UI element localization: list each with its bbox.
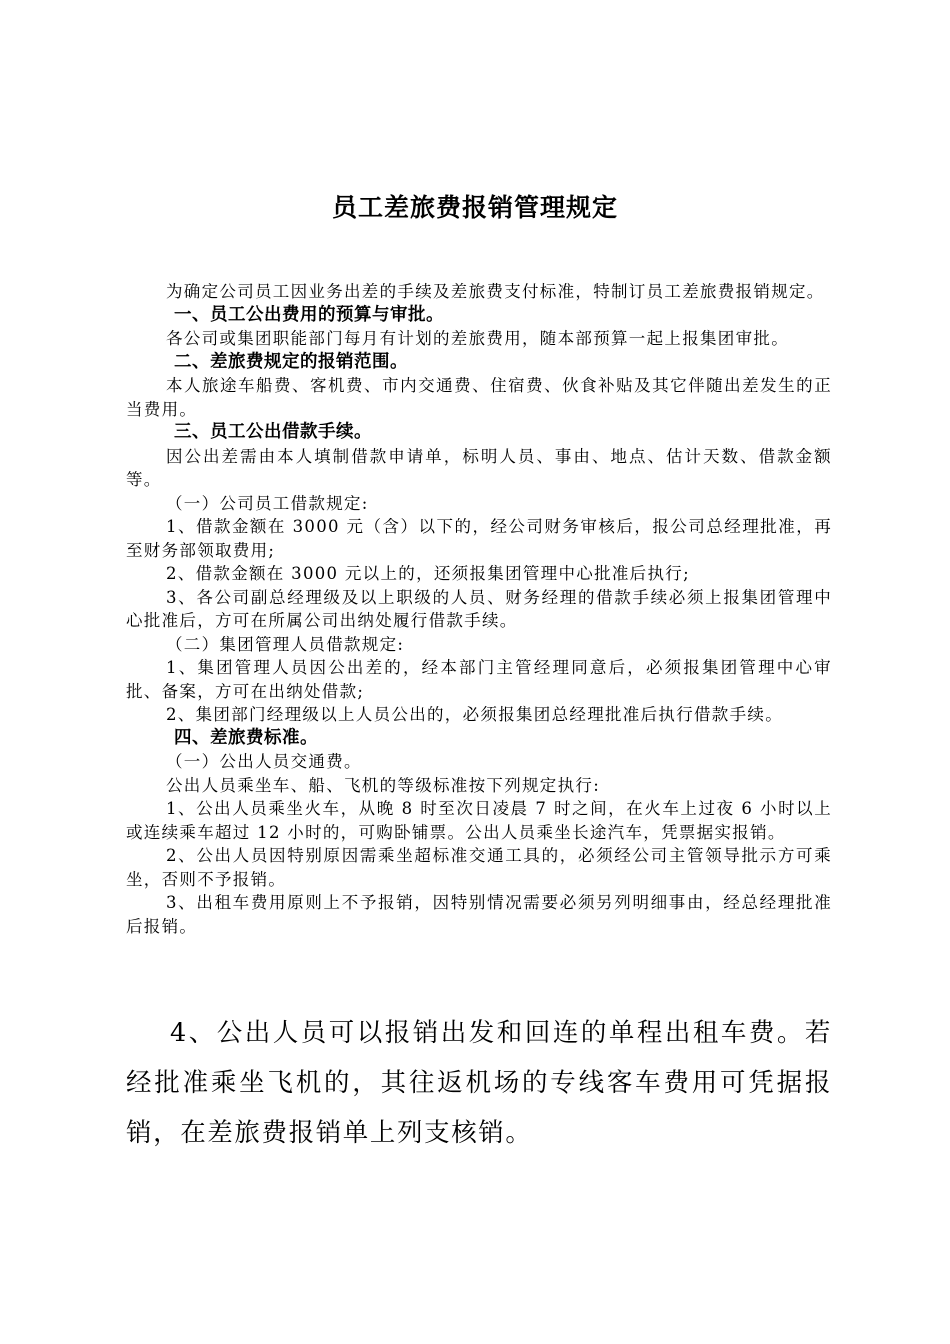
section-3-text: 因公出差需由本人填制借款申请单，标明人员、事由、地点、估计天数、借款金额等。: [126, 446, 832, 489]
intro-paragraph: 为确定公司员工因业务出差的手续及差旅费支付标准，特制订员工差旅费报销规定。: [166, 282, 825, 301]
section-4-heading: 四、差旅费标准。: [174, 727, 318, 748]
section-4-item: 1、公出人员乘坐火车，从晚 8 时至次日凌晨 7 时之间，在火车上过夜 6 小时以上或连续乘车超过 12 小时的，可购卧铺票。公出人员乘坐长途汽车，凭票据实报销。: [126, 799, 832, 842]
section-4-item-4-text: 4、公出人员可以报销出发和回连的单程出租车费。若经批准乘坐飞机的，其往返机场的专线客车费用可凭据报销，在差旅费报销单上列支核销。: [126, 1018, 832, 1148]
section-2-heading: 二、差旅费规定的报销范围。: [174, 351, 408, 372]
section-3-sub2-item: 1、集团管理人员因公出差的，经本部门主管经理同意后，必须报集团管理中心审批、备案，方可在出纳处借款;: [126, 658, 832, 701]
section-3-sub1-item: 1、借款金额在 3000 元（含）以下的，经公司财务审核后，报公司总经理批准，再至财务部领取费用;: [126, 517, 832, 560]
section-3-sub2-item: 2、集团部门经理级以上人员公出的，必须报集团总经理批准后执行借款手续。: [166, 705, 783, 724]
section-3-sub1-label: （一）公司员工借款规定:: [166, 493, 369, 513]
section-4-item-4-large: [126, 1008, 832, 1158]
section-4-intro: 公出人员乘坐车、船、飞机的等级标准按下列规定执行:: [166, 775, 601, 795]
section-3-sub1-item: 3、各公司副总经理级及以上职级的人员、财务经理的借款手续必须上报集团管理中心批准后，方可在所属公司出纳处履行借款手续。: [126, 587, 832, 630]
section-2-text: 本人旅途车船费、客机费、市内交通费、住宿费、伙食补贴及其它伴随出差发生的正当费用。: [126, 376, 832, 419]
section-4-item: 3、出租车费用原则上不予报销，因特别情况需要必须另列明细事由，经总经理批准后报销。: [126, 893, 832, 936]
document-title: 员工差旅费报销管理规定: [331, 193, 618, 222]
section-4-sub1-label: （一）公出人员交通费。: [166, 752, 362, 771]
section-1-heading: 一、员工公出费用的预算与审批。: [174, 304, 444, 325]
section-3-sub2-label: （二）集团管理人员借款规定:: [166, 634, 405, 654]
section-1-text: 各公司或集团职能部门每月有计划的差旅费用，随本部预算一起上报集团审批。: [166, 329, 789, 348]
section-4-item: 2、公出人员因特别原因需乘坐超标准交通工具的，必须经公司主管领导批示方可乘坐，否则不予报销。: [126, 846, 832, 889]
document-body: [126, 280, 832, 938]
section-3-sub1-item: 2、借款金额在 3000 元以上的，还须报集团管理中心批准后执行;: [166, 564, 690, 583]
section-3-heading: 三、员工公出借款手续。: [174, 422, 372, 442]
